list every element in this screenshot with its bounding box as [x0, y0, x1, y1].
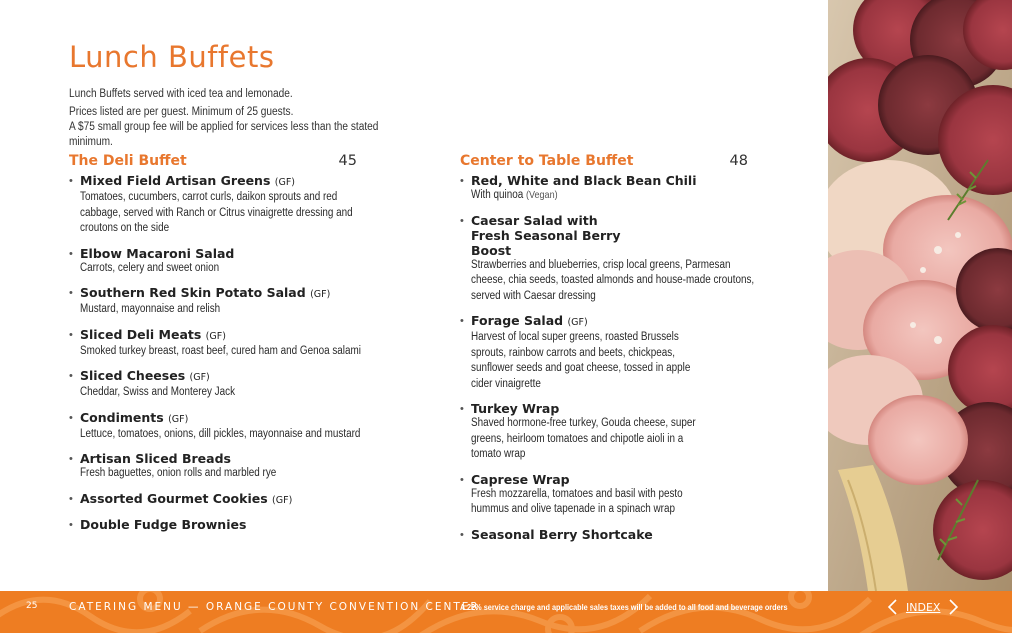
intro-line: Lunch Buffets served with iced tea and lemonade. [69, 88, 293, 100]
item-name: Condiments [80, 409, 164, 425]
index-link[interactable]: INDEX [906, 600, 941, 614]
section-header [460, 153, 760, 173]
menu-item [80, 410, 369, 443]
item-name: Caesar Salad with Fresh Seasonal Berry Boost [471, 212, 621, 258]
footer-brand: CATERING MENU — ORANGE COUNTY CONVENTION CENTER [69, 601, 480, 613]
item-name: Elbow Macaroni Salad [80, 245, 235, 261]
item-description: Lettuce, tomatoes, onions, dill pickles, mayonnaise and mustard [80, 427, 361, 440]
menu-item [471, 213, 760, 305]
page-navigation [886, 598, 960, 616]
item-description: Fresh baguettes, onion rolls and marbled rye [80, 467, 277, 479]
menu-item [80, 246, 369, 277]
menu-item [80, 451, 369, 482]
section-header [69, 153, 369, 173]
gluten-free-tag: (GF) [274, 177, 296, 188]
chevron-right-icon[interactable] [946, 598, 960, 616]
gluten-free-tag: (GF) [189, 372, 210, 383]
intro-text [69, 87, 421, 150]
item-name: Sliced Deli Meats [80, 326, 202, 342]
item-name: Seasonal Berry Shortcake [471, 526, 653, 542]
charcuterie-illustration [828, 0, 1012, 591]
item-description: Carrots, celery and sweet onion [80, 261, 220, 274]
intro-line: Prices listed are per guest. Minimum of 25 guests. [69, 106, 294, 118]
gluten-free-tag: (GF) [272, 494, 293, 506]
gluten-free-tag: (GF) [168, 413, 189, 425]
intro-line: A $75 small group fee will be applied for services less than the stated minimum. [69, 121, 379, 148]
menu-item [471, 401, 760, 463]
item-description: Fresh mozzarella, tomatoes and basil with pesto hummus and olive tapenade in a spinach wrap [471, 487, 683, 515]
item-name: Forage Salad [471, 313, 564, 328]
menu-item [80, 517, 369, 532]
item-description: Mustard, mayonnaise and relish [80, 303, 221, 315]
section-price: 45 [338, 153, 357, 169]
item-name: Red, White and Black Bean Chili [471, 173, 697, 188]
menu-item [80, 173, 369, 237]
gluten-free-tag: (GF) [310, 289, 331, 300]
page-title: Lunch Buffets [69, 40, 275, 74]
item-description: Cheddar, Swiss and Monterey Jack [80, 386, 236, 398]
menu-item [471, 527, 760, 542]
item-description: Tomatoes, cucumbers, carrot curls, daikon sprouts and red cabbage, served with Ranch or Citrus vinaigrette dressing and croutons on the side [80, 191, 353, 234]
menu-item [80, 285, 369, 318]
item-description: Shaved hormone-free turkey, Gouda cheese, super greens, heirloom tomatoes and chipotle aioli in a tomato wrap [471, 417, 696, 460]
menu-item [80, 368, 369, 401]
item-name: Turkey Wrap [471, 401, 560, 416]
chevron-left-icon[interactable] [886, 598, 900, 616]
page-number: 25 [26, 601, 38, 611]
vegan-tag: (Vegan) [525, 189, 558, 201]
menu-item-list [69, 173, 369, 532]
item-name: Artisan Sliced Breads [80, 451, 231, 466]
gluten-free-tag: (GF) [567, 317, 588, 328]
menu-item [471, 173, 760, 204]
item-name: Assorted Gourmet Cookies [80, 490, 268, 506]
item-name: Caprese Wrap [471, 471, 570, 487]
menu-item [471, 472, 760, 518]
item-name: Double Fudge Brownies [80, 516, 247, 532]
menu-item [80, 491, 369, 508]
charcuterie-photo [828, 0, 1012, 591]
menu-item-list [460, 173, 760, 542]
deli-buffet-section [69, 153, 369, 541]
section-title: Center to Table Buffet [460, 153, 634, 169]
item-description: Harvest of local super greens, roasted Brussels sprouts, rainbow carrots and beets, chickpeas, sunflower seeds and goat cheese, tossed in apple cider vinaigrette [471, 331, 691, 390]
service-charge-notice: A 22% service charge and applicable sales taxes will be added to all food and beverage orders [460, 602, 788, 612]
center-to-table-section [460, 153, 760, 551]
menu-item [80, 327, 369, 360]
section-price: 48 [729, 153, 748, 169]
footer-bar [0, 591, 1012, 633]
item-description: With quinoa [471, 189, 524, 201]
section-title: The Deli Buffet [69, 153, 187, 169]
item-name: Sliced Cheeses [80, 368, 186, 383]
gluten-free-tag: (GF) [205, 330, 226, 342]
item-description: Smoked turkey breast, roast beef, cured ham and Genoa salami [80, 344, 361, 357]
item-description: Strawberries and blueberries, crisp local greens, Parmesan cheese, chia seeds, toasted almonds and house-made croutons, served with Caesar dressing [471, 258, 755, 302]
item-name: Southern Red Skin Potato Salad [80, 285, 306, 300]
item-name: Mixed Field Artisan Greens [80, 173, 271, 188]
menu-item [471, 313, 760, 392]
